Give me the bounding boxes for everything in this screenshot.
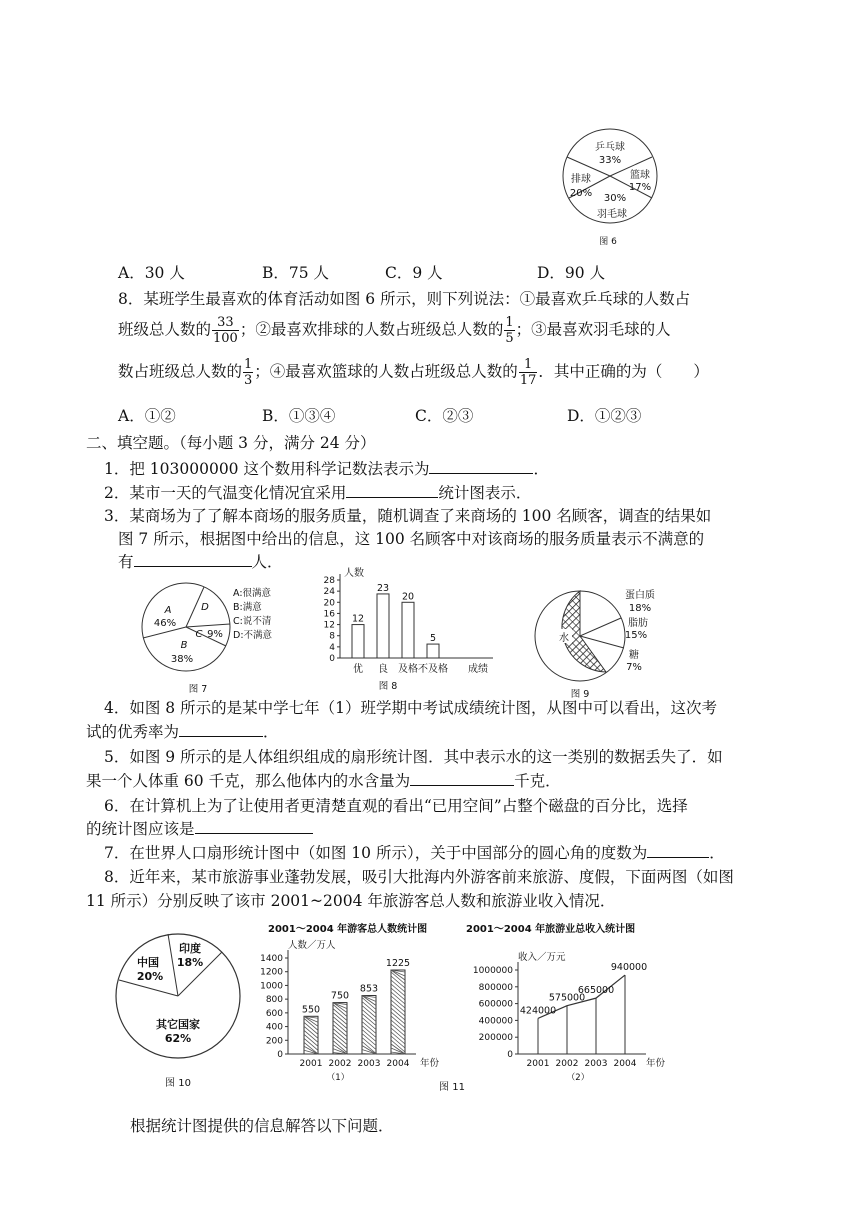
fig11-xlabel-2: 年份 (646, 1058, 666, 1069)
fig11-y2-tick-label: 1000000 (472, 966, 513, 976)
fig11-y-tick-label: 400 (265, 1022, 283, 1033)
fill-q4-line-1: 4．如图 8 所示的是某中学七年（1）班学期中考试成绩统计图，从图中可以看出，这次考 (104, 699, 717, 717)
fig6-caption: 图 6 (599, 237, 617, 247)
fig11-y2-tick-label: 400000 (478, 1016, 513, 1027)
fig6-pingpong-pct: 33% (598, 155, 622, 166)
answer-blank (179, 722, 263, 737)
q8-line-3 (118, 357, 709, 388)
fig8-bar (402, 602, 414, 658)
fig11-year-label-2: 2002 (555, 1059, 579, 1069)
fill-q7: 7．在世界人口扇形统计图中（如图 10 所示），关于中国部分的圆心角的度数为 ． (104, 844, 725, 862)
fig11-caption: 图 11 (439, 1082, 465, 1093)
fig11-y-tick-label: 1000 (260, 981, 283, 992)
fig11-xlabel-1: 年份 (420, 1058, 440, 1069)
fig11-y2-tick-label: 0 (507, 1050, 513, 1060)
q8-line-1: 8．某班学生最喜欢的体育活动如图 6 所示，则下列说法：①最喜欢乒乓球的人数占 (118, 290, 691, 308)
figure-9-pie-chart (530, 586, 690, 704)
fig11-sub-1: （1） (326, 1073, 350, 1083)
fig11-sub-2: （2） (566, 1073, 590, 1083)
fill-q4-line-2: 试的优秀率为 ． (86, 723, 279, 741)
fig6-basketball-pct: 17% (628, 182, 652, 193)
fig10-china-label: 中国 (137, 956, 159, 969)
q8-text: ；②最喜欢排球的人数占班级总人数的 (239, 320, 504, 339)
fig11-y2-tick-label: 800000 (478, 982, 513, 993)
q8-text: 数占班级总人数的 (118, 362, 243, 381)
fig8-bar (427, 644, 439, 658)
answer-blank (195, 819, 313, 834)
fig11-bar-value: 853 (359, 983, 379, 995)
fig10-india-pct: 18% (176, 956, 204, 969)
fig7-legend-b: B:满意 (233, 602, 262, 613)
q7-option-a: A．30 人 (118, 264, 185, 282)
fig11-year-label: 2004 (386, 1059, 410, 1069)
fill-q6-line-1: 6．在计算机上为了让使用者更清楚直观的看出“已用空间”占整个磁盘的百分比，选择 (104, 797, 688, 815)
fig8-y-tick-label: 0 (329, 654, 335, 664)
fraction: $\frac{33}{100}$ (213, 315, 238, 346)
fig9-fat-label: 脂肪 (628, 618, 648, 629)
fill-q5-line-2: 果一个人体重 60 千克，那么他体内的水含量为 千克． (86, 772, 561, 790)
fig8-y-label: 人数 (344, 568, 364, 579)
fig11-bar-value: 550 (301, 1004, 321, 1016)
fig7-b-pct: 38% (170, 654, 194, 665)
fill-q8-line-1: 8．近年来，某市旅游事业蓬勃发展，吸引大批海内外游客前来旅游、度假，下面两图（如图 (104, 868, 734, 886)
fig8-bar (377, 594, 389, 658)
fig11-year-label: 2002 (328, 1059, 352, 1069)
figure-10-pie-chart (112, 916, 246, 1092)
fig6-basketball-label: 篮球 (630, 170, 650, 181)
figure-8-bar-chart (318, 566, 498, 694)
fig9-protein-pct: 18% (628, 603, 652, 614)
closing-line: 根据统计图提供的信息解答以下问题． (130, 1117, 394, 1135)
fill-q2: 2．某市一天的气温变化情况宜采用 统计图表示． (104, 484, 532, 502)
fig8-category-label: 良 (378, 664, 388, 675)
q8-text: ；④最喜欢篮球的人数占班级总人数的 (254, 362, 518, 381)
fill-q1: 1．把 103000000 这个数用科学记数法表示为 ． (104, 460, 549, 478)
fig11-year-label: 2001 (299, 1059, 323, 1069)
q7-option-c: C．9 人 (385, 264, 443, 282)
fig7-b-label: B (180, 640, 188, 651)
fig11-year-label-2: 2003 (584, 1059, 608, 1069)
fig8-category-label: 及格 (398, 664, 418, 675)
q8-text: 班级总人数的 (118, 320, 212, 339)
q7-option-b: B．75 人 (262, 264, 330, 282)
fig11-y-tick-label: 1400 (260, 954, 283, 964)
fig6-volleyball-pct: 20% (569, 188, 593, 199)
fig9-fat-pct: 15% (624, 630, 648, 641)
fig11-ylabel-2: 收入／万元 (518, 952, 566, 963)
fig7-a-label: A (164, 605, 172, 616)
fig8-category-label: 优 (353, 664, 363, 675)
fig7-legend-c: C:说不清 (233, 616, 272, 627)
fig7-caption: 图 7 (188, 684, 208, 695)
section-2-heading: 二、填空题。（每小题 3 分，满分 24 分） (86, 434, 376, 452)
answer-blank (647, 843, 709, 858)
fig11-y-tick-label: 800 (265, 995, 283, 1006)
fig8-x-label: 成绩 (468, 664, 488, 675)
fig9-caption: 图 9 (570, 689, 590, 700)
fig11-y-tick-label: 200 (265, 1036, 283, 1047)
fig7-c-label: C (195, 629, 203, 640)
q8-option-d: D．①②③ (567, 407, 642, 425)
fig8-y-tick-label: 4 (329, 642, 335, 653)
fig7-legend-d: D:不满意 (233, 630, 273, 641)
fig11-point-value: 665000 (577, 985, 615, 997)
fig11-point-value: 424000 (519, 1005, 557, 1017)
q8-text: ；③最喜欢羽毛球的人 (515, 320, 671, 339)
fig11-title-1: 2001～2004 年游客总人数统计图 (268, 924, 428, 935)
fig11-y-tick-label: 600 (265, 1008, 283, 1019)
fig9-water-label: 水 (559, 633, 569, 644)
answer-blank (134, 552, 252, 567)
fig10-china-pct: 20% (136, 970, 164, 983)
fig8-bar-value: 20 (401, 591, 415, 603)
figure-11-charts (256, 920, 676, 1094)
answer-blank (429, 459, 533, 474)
fig8-bar (352, 625, 364, 658)
fig11-ylabel-1: 人数／万人 (288, 940, 336, 951)
fig11-point-value: 575000 (548, 992, 586, 1004)
fig11-year-label: 2003 (357, 1059, 381, 1069)
q8-option-b: B．①③④ (262, 407, 336, 425)
fig6-pingpong-label: 乒乓球 (595, 142, 625, 153)
fill-q3-line-1: 3．某商场为了了解本商场的服务质量，随机调查了来商场的 100 名顾客，调查的结果如 (104, 507, 712, 525)
fig8-y-tick-label: 12 (323, 620, 335, 631)
fraction: $\frac{1}{3}$ (244, 357, 253, 388)
fig10-caption: 图 10 (165, 1078, 191, 1089)
fig8-y-tick-label: 20 (323, 598, 335, 609)
fig8-y-tick-label: 24 (323, 587, 335, 598)
fig11-year-label-2: 2004 (613, 1059, 637, 1069)
fill-q5-line-1: 5．如图 9 所示的是人体组织组成的扇形统计图．其中表示水的这一类别的数据丢失了．如 (104, 748, 723, 766)
fig7-c-pct: 9% (207, 629, 223, 640)
fig9-protein-label: 蛋白质 (625, 590, 655, 601)
fig11-bar-value: 750 (330, 990, 350, 1002)
fig11-y-tick-label: 1200 (260, 967, 283, 978)
fig10-other-label: 其它国家 (156, 1018, 200, 1031)
fraction: $\frac{1}{17}$ (519, 357, 537, 388)
fill-q3-line-2: 图 7 所示，根据图中给出的信息，这 100 名顾客中对该商场的服务质量表示不满意的 (118, 530, 705, 548)
fig6-volleyball-label: 排球 (571, 174, 591, 185)
fig8-caption: 图 8 (378, 681, 398, 692)
fig8-y-tick-label: 28 (323, 576, 335, 586)
fig11-year-label-2: 2001 (526, 1059, 550, 1069)
figure-6-pie-chart (560, 126, 660, 251)
fig7-d-label: D (201, 602, 209, 613)
fill-q6-line-2: 的统计图应该是 (86, 817, 313, 839)
fig11-y2-tick-label: 200000 (478, 1033, 513, 1044)
fig11-title-2: 2001～2004 年旅游业总收入统计图 (466, 924, 636, 935)
q8-option-a: A．①② (118, 407, 176, 425)
fig10-india-label: 印度 (179, 942, 201, 955)
fill-q3-line-3: 有 人． (118, 553, 283, 571)
fig11-point-value: 940000 (610, 962, 648, 974)
q8-line-2 (118, 315, 671, 346)
fig7-legend-a: A:很满意 (233, 588, 272, 599)
fig10-other-pct: 62% (164, 1032, 192, 1045)
fig11-y-tick-label: 0 (277, 1050, 283, 1060)
fig9-sugar-label: 糖 (629, 650, 639, 661)
answer-blank (346, 483, 438, 498)
answer-blank (410, 771, 514, 786)
q7-option-d: D．90 人 (537, 264, 606, 282)
q8-option-c: C．②③ (415, 407, 474, 425)
fill-q8-line-2: 11 所示）分别反映了该市 2001~2004 年旅游客总人数和旅游业收入情况． (86, 892, 616, 910)
fig6-badminton-pct: 30% (603, 193, 627, 204)
fig8-bar-value: 12 (351, 613, 365, 625)
fig8-category-label: 不及格 (418, 664, 448, 675)
fig8-y-tick-label: 8 (329, 631, 335, 642)
fig9-sugar-pct: 7% (626, 662, 642, 673)
fig8-y-tick-label: 16 (323, 609, 335, 620)
fig8-bar-value: 23 (376, 582, 390, 594)
fig11-y2-tick-label: 600000 (478, 999, 513, 1010)
fig11-bar-value: 1225 (385, 958, 411, 969)
fraction: $\frac{1}{5}$ (505, 315, 514, 346)
fig8-bar-value: 5 (429, 633, 437, 645)
fig7-a-pct: 46% (153, 618, 177, 629)
fig6-badminton-label: 羽毛球 (597, 209, 627, 220)
q8-text: ．其中正确的为（ ） (538, 362, 709, 381)
figure-7-pie-chart (128, 580, 288, 698)
